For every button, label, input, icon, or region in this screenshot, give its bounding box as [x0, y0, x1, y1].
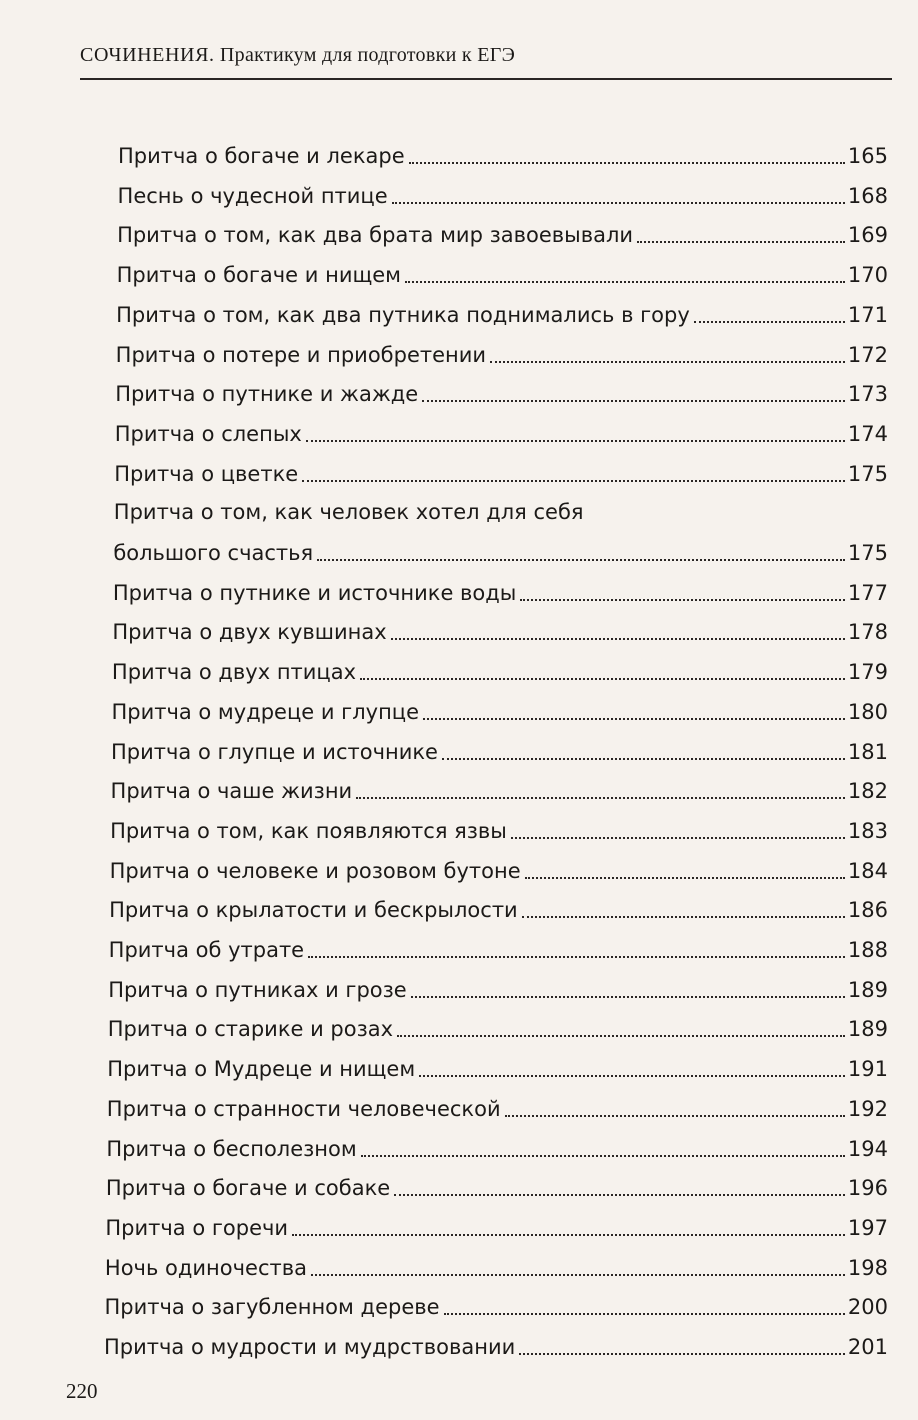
toc-entry-title: Притча о богаче и нищем [116, 263, 402, 288]
toc-entry-title: Притча о двух птицах [111, 660, 357, 685]
toc-entry-page: 201 [847, 1335, 888, 1359]
toc-entry-title-line1: Притча о том, как человек хотел для себя [113, 500, 584, 525]
toc-entry-title: Притча о Мудреце и нищем [107, 1057, 416, 1082]
toc-entry-page: 179 [847, 660, 888, 685]
toc-entry [113, 566, 888, 606]
toc-entry-page: 183 [847, 818, 888, 843]
toc-entry [104, 1280, 888, 1320]
toc-entry-page: 175 [847, 541, 888, 565]
toc-entry [106, 1161, 888, 1201]
toc-entry-page: 198 [847, 1255, 888, 1280]
toc-entry-title: Притча о мудрости и мудрствовании [104, 1335, 516, 1359]
toc-entry-page: 192 [847, 1096, 888, 1121]
toc-entry [109, 883, 888, 923]
toc-entry-title: Притча о путнике и источнике воды [112, 580, 517, 605]
toc-entry-title: Притча о том, как два брата мир завоевывали [117, 223, 634, 248]
toc-leader-dots [317, 559, 845, 561]
toc-entry [110, 804, 888, 844]
toc-entry-page: 175 [847, 461, 888, 486]
toc-entry-page: 188 [847, 938, 888, 962]
toc-entry-page: 177 [847, 580, 888, 605]
toc-entry-title: Притча о богаче и лекаре [118, 144, 405, 168]
toc-entry-title: Ночь одиночества [104, 1255, 307, 1280]
toc-entry-page: 197 [847, 1215, 888, 1240]
toc-entry-title: Притча о потере и приобретении [115, 342, 487, 367]
toc-entry-page: 172 [847, 342, 888, 367]
toc-entry-title: Притча о том, как появляются язвы [110, 818, 507, 843]
header-title-caps: СОЧИНЕНИЯ. [80, 44, 215, 66]
toc-entry [113, 526, 888, 566]
toc-entry [116, 288, 888, 328]
toc-entry-title: Притча о загубленном дереве [104, 1295, 440, 1320]
toc-entry [104, 1320, 888, 1360]
toc-entry-title: Притча о крылатости и бескрылости [109, 898, 518, 923]
toc-leader-dots [306, 440, 845, 442]
toc-leader-dots [442, 758, 845, 760]
toc-entry [108, 1002, 888, 1042]
toc-leader-dots [422, 400, 845, 402]
toc-entry-title: большого счастья [113, 541, 314, 565]
toc-leader-dots [409, 162, 845, 164]
toc-entry [112, 645, 888, 685]
toc-entry-page: 181 [847, 739, 888, 764]
toc-entry-page: 165 [847, 144, 888, 168]
toc-entry [111, 725, 888, 765]
toc-entry-title: Песнь о чудесной птице [117, 183, 388, 208]
toc-entry [107, 1082, 888, 1122]
toc-leader-dots [356, 797, 845, 799]
header-title-rest: Практикум для подготовки к ЕГЭ [214, 44, 516, 66]
toc-entry [111, 685, 888, 725]
toc-leader-dots [292, 1234, 845, 1236]
toc-entry [116, 328, 888, 368]
toc-entry-page: 182 [847, 779, 888, 804]
toc-leader-dots [394, 1194, 845, 1196]
toc-leader-dots [505, 1115, 845, 1117]
toc-leader-dots [525, 877, 845, 879]
toc-entry-page: 180 [847, 699, 888, 724]
toc-entry [117, 208, 888, 248]
toc-entry-title: Притча о бесполезном [106, 1136, 357, 1161]
toc-entry [105, 1201, 888, 1241]
toc-entry [117, 248, 888, 288]
toc-entry-title: Притча о горечи [105, 1215, 289, 1240]
toc-entry-title: Притча о странности человеческой [106, 1096, 501, 1121]
toc-leader-dots [360, 678, 845, 680]
toc-entry [112, 605, 888, 645]
toc-entry [115, 407, 888, 447]
page-number: 220 [66, 1379, 98, 1403]
toc-entry-title: Притча о старике и розах [107, 1017, 394, 1042]
toc-leader-dots [302, 480, 845, 482]
toc-entry-title: Притча о том, как два путника поднимались в гору [116, 302, 690, 327]
toc-entry-page: 189 [847, 977, 888, 1002]
toc-entry-title: Притча о путниках и грозе [108, 977, 407, 1002]
toc-leader-dots [391, 638, 845, 640]
toc-entry [106, 1122, 888, 1162]
toc-entry-title: Притча о глупце и источнике [111, 739, 438, 764]
toc-leader-dots [405, 281, 845, 283]
toc-leader-dots [423, 718, 845, 720]
toc-entry [110, 844, 888, 884]
toc-entry-page: 174 [847, 421, 888, 446]
toc-entry-page: 173 [847, 382, 888, 407]
toc-entry-title: Притча о богаче и собаке [105, 1176, 391, 1201]
toc-entry-page: 178 [847, 620, 888, 645]
toc-leader-dots [419, 1075, 845, 1077]
toc-entry [118, 129, 888, 169]
toc-entry [109, 923, 888, 963]
toc-leader-dots [392, 202, 845, 204]
toc-entry-page: 186 [847, 898, 888, 923]
toc-leader-dots [519, 1353, 845, 1355]
toc-entry [115, 367, 888, 407]
toc-entry [107, 1042, 888, 1082]
toc-entry-title: Притча о путнике и жажде [115, 382, 419, 407]
toc-entry-page: 191 [847, 1057, 888, 1082]
toc-entry-page: 169 [847, 223, 888, 248]
toc-leader-dots [522, 916, 845, 918]
toc-entry-page: 171 [847, 302, 888, 327]
toc-entry-page: 194 [847, 1136, 888, 1161]
toc-entry-title: Притча об утрате [108, 938, 305, 962]
toc-entry-title: Притча о мудреце и глупце [111, 699, 420, 724]
toc-leader-dots [361, 1155, 845, 1157]
toc-entry [105, 1241, 888, 1281]
toc-entry-page: 189 [847, 1017, 888, 1042]
toc-leader-dots [637, 241, 845, 243]
toc-leader-dots [444, 1313, 845, 1315]
toc-leader-dots [397, 1035, 845, 1037]
toc-leader-dots [511, 837, 845, 839]
toc-entry [108, 963, 888, 1003]
toc-entry-title: Притча о чаше жизни [110, 779, 353, 804]
toc-entry-page: 184 [847, 858, 888, 883]
toc-leader-dots [520, 599, 845, 601]
toc-entry-title: Притча о слепых [114, 421, 302, 446]
toc-entry-title: Притча о человеке и розовом бутоне [109, 858, 521, 883]
toc-entry-page: 168 [847, 183, 888, 208]
toc-leader-dots [694, 321, 845, 323]
toc-entry [114, 447, 888, 487]
toc-leader-dots [308, 956, 845, 958]
toc-entry [111, 764, 888, 804]
toc-entry-title: Притча о цветке [114, 461, 299, 486]
toc-leader-dots [411, 996, 845, 998]
toc-entry [118, 169, 888, 209]
toc-entry-page: 196 [847, 1176, 888, 1201]
toc-entry-page: 200 [847, 1295, 888, 1320]
toc-leader-dots [490, 361, 845, 363]
toc-entry-title: Притча о двух кувшинах [112, 620, 387, 645]
toc-entry-page: 170 [847, 263, 888, 288]
toc-leader-dots [311, 1274, 845, 1276]
